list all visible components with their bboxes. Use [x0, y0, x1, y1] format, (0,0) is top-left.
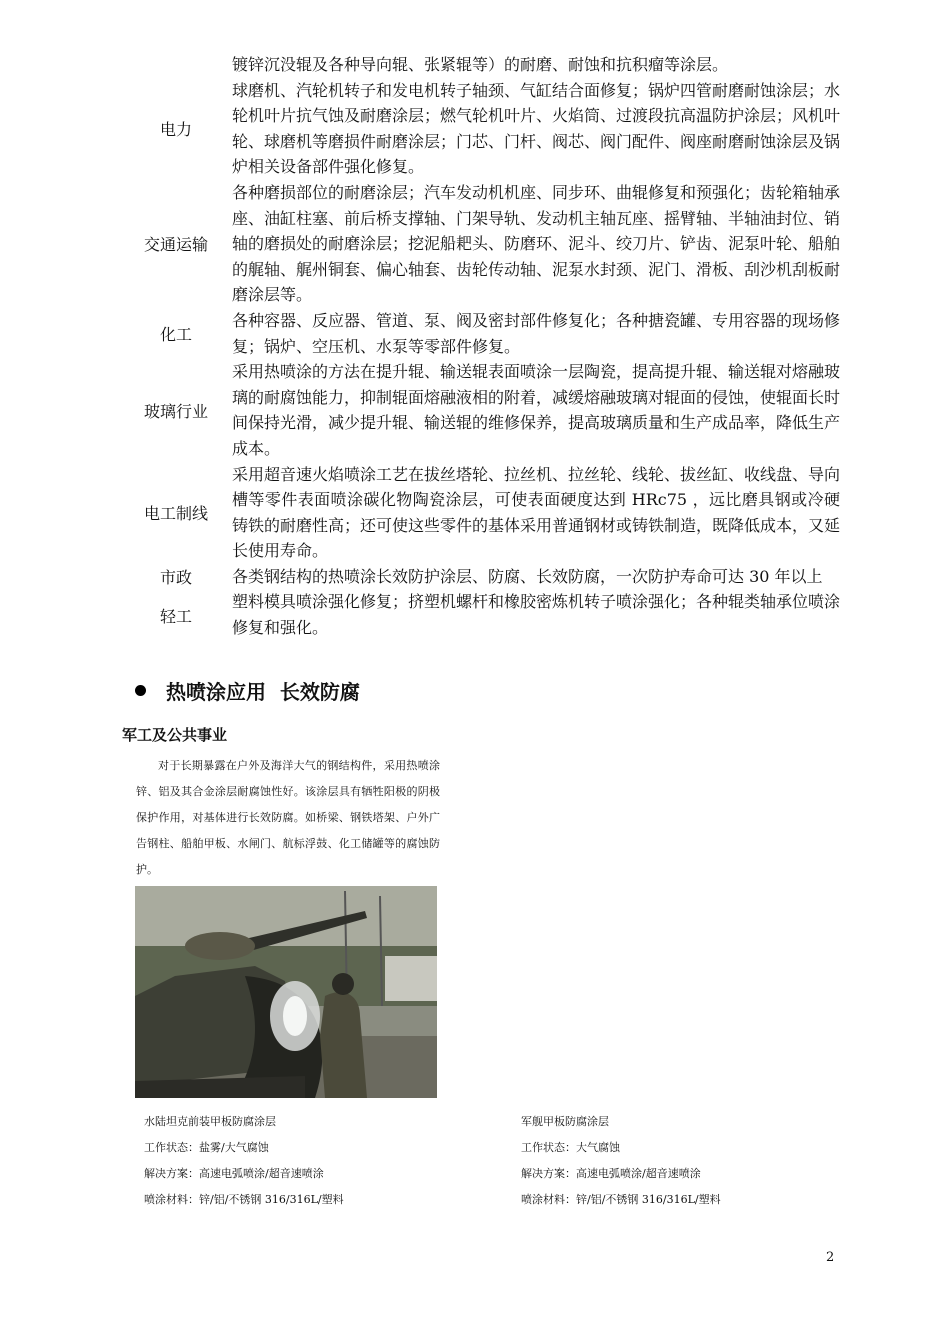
caption-material: 喷涂材料：锌/铝/不锈钢 316/316L/塑料: [144, 1193, 344, 1206]
category-cell: 化工: [159, 325, 192, 345]
description-cell: 塑料模具喷涂强化修复；挤塑机螺杆和橡胶密炼机转子喷涂强化；各种辊类轴承位喷涂修复和强化。: [232, 592, 841, 638]
category-cell: 交通运输: [143, 235, 208, 255]
caption-material: 喷涂材料：锌/铝/不锈钢 316/316L/塑料: [521, 1193, 721, 1206]
table-row: [120, 589, 840, 640]
table-row: [120, 180, 840, 308]
table-row: [120, 78, 840, 180]
caption-left: [144, 1109, 344, 1213]
caption-state: 工作状态：大气腐蚀: [521, 1141, 620, 1154]
caption-title: 水陆坦克前装甲板防腐涂层: [144, 1115, 276, 1128]
table-row: [120, 50, 840, 78]
description-cell: 采用热喷涂的方法在提升辊、输送辊表面喷涂一层陶瓷，提高提升辊、输送辊对熔融玻璃的耐腐蚀能力，抑制辊面熔融液相的附着，减缓熔融玻璃对辊面的侵蚀，使辊面长时间保持光滑，减少提升辊、输送辊的维修保养，提高玻璃质量和生产成品率，降低生产成本。: [232, 362, 841, 458]
caption-solution: 解决方案：高速电弧喷涂/超音速喷涂: [521, 1167, 701, 1180]
caption-right: [521, 1109, 721, 1213]
section-title: 热喷涂应用 长效防腐: [166, 680, 360, 704]
description-cell: 采用超音速火焰喷涂工艺在拔丝塔轮、拉丝机、拉丝轮、线轮、拔丝缸、收线盘、导向槽等零件表面喷涂碳化物陶瓷涂层，可使表面硬度达到 HRc75 ，远比磨具钢或冷硬铸铁的耐磨性高；还可使这些零件的基体采用普通钢材或铸铁制造，既降低成本，又延长使用寿命。: [232, 464, 841, 561]
table-row: [120, 564, 840, 590]
description-cell: 镀锌沉没辊及各种导向辊、张紧辊等）的耐磨、耐蚀和抗积瘤等涂层。: [232, 55, 729, 74]
photo-illustration: [135, 886, 437, 1098]
page-number: 2: [826, 1250, 835, 1265]
caption-solution: 解决方案：高速电弧喷涂/超音速喷涂: [144, 1167, 324, 1180]
bullet-icon: [135, 685, 146, 696]
subheading: 军工及公共事业: [122, 726, 228, 744]
caption-title: 军舰甲板防腐涂层: [521, 1115, 609, 1128]
category-cell: 电力: [159, 120, 192, 140]
category-cell: 轻工: [159, 606, 192, 626]
description-cell: 球磨机、汽轮机转子和发电机转子轴颈、气缸结合面修复；锅炉四管耐磨耐蚀涂层；水轮机叶片抗气蚀及耐磨涂层；燃气轮机叶片、火焰筒、过渡段抗高温防护涂层；风机叶轮、球磨机等磨损件耐磨涂层；门芯、门杆、阀芯、阀门配件、阀座耐磨耐蚀涂层及锅炉相关设备部件强化修复。: [232, 80, 841, 177]
section-heading: [135, 676, 360, 705]
category-cell: 市政: [159, 568, 192, 588]
category-cell: 玻璃行业: [143, 401, 208, 421]
description-cell: 各类钢结构的热喷涂长效防护涂层、防腐、长效防腐，一次防护寿命可达 30 年以上: [232, 566, 823, 586]
table-row: [120, 359, 840, 461]
category-cell: 电工制线: [143, 504, 208, 524]
description-cell: 各种磨损部位的耐磨涂层；汽车发动机机座、同步环、曲辊修复和预强化；齿轮箱轴承座、油缸柱塞、前后桥支撑轴、门架导轨、发动机主轴瓦座、摇臂轴、半轴油封位、销轴的磨损处的耐磨涂层；挖泥船耙头、防磨环、泥斗、绞刀片、铲齿、泥泵叶轮、船舶的艉轴、艉州铜套、偏心轴套、齿轮传动轴、泥泵水封颈、泥门、滑板、刮沙机刮板耐磨涂层等。: [232, 182, 841, 305]
caption-state: 工作状态：盐雾/大气腐蚀: [144, 1141, 269, 1154]
table-row: [120, 308, 840, 359]
intro-paragraph: 对于长期暴露在户外及海洋大气的钢结构件，采用热喷涂锌、铝及其合金涂层耐腐蚀性好。该涂层具有牺牲阳极的阴极保护作用，对基体进行长效防腐。如桥梁、钢铁塔架、户外广告钢柱、船舶甲板、水闸门、航标浮鼓、化工储罐等的腐蚀防护。: [136, 759, 440, 876]
table-row: [120, 462, 840, 564]
description-cell: 各种容器、反应器、管道、泵、阀及密封部件修复化；各种搪瓷罐、专用容器的现场修复；锅炉、空压机、水泵等零部件修复。: [232, 310, 841, 356]
application-table: [120, 50, 840, 641]
tank-spraying-photo: [135, 886, 437, 1098]
